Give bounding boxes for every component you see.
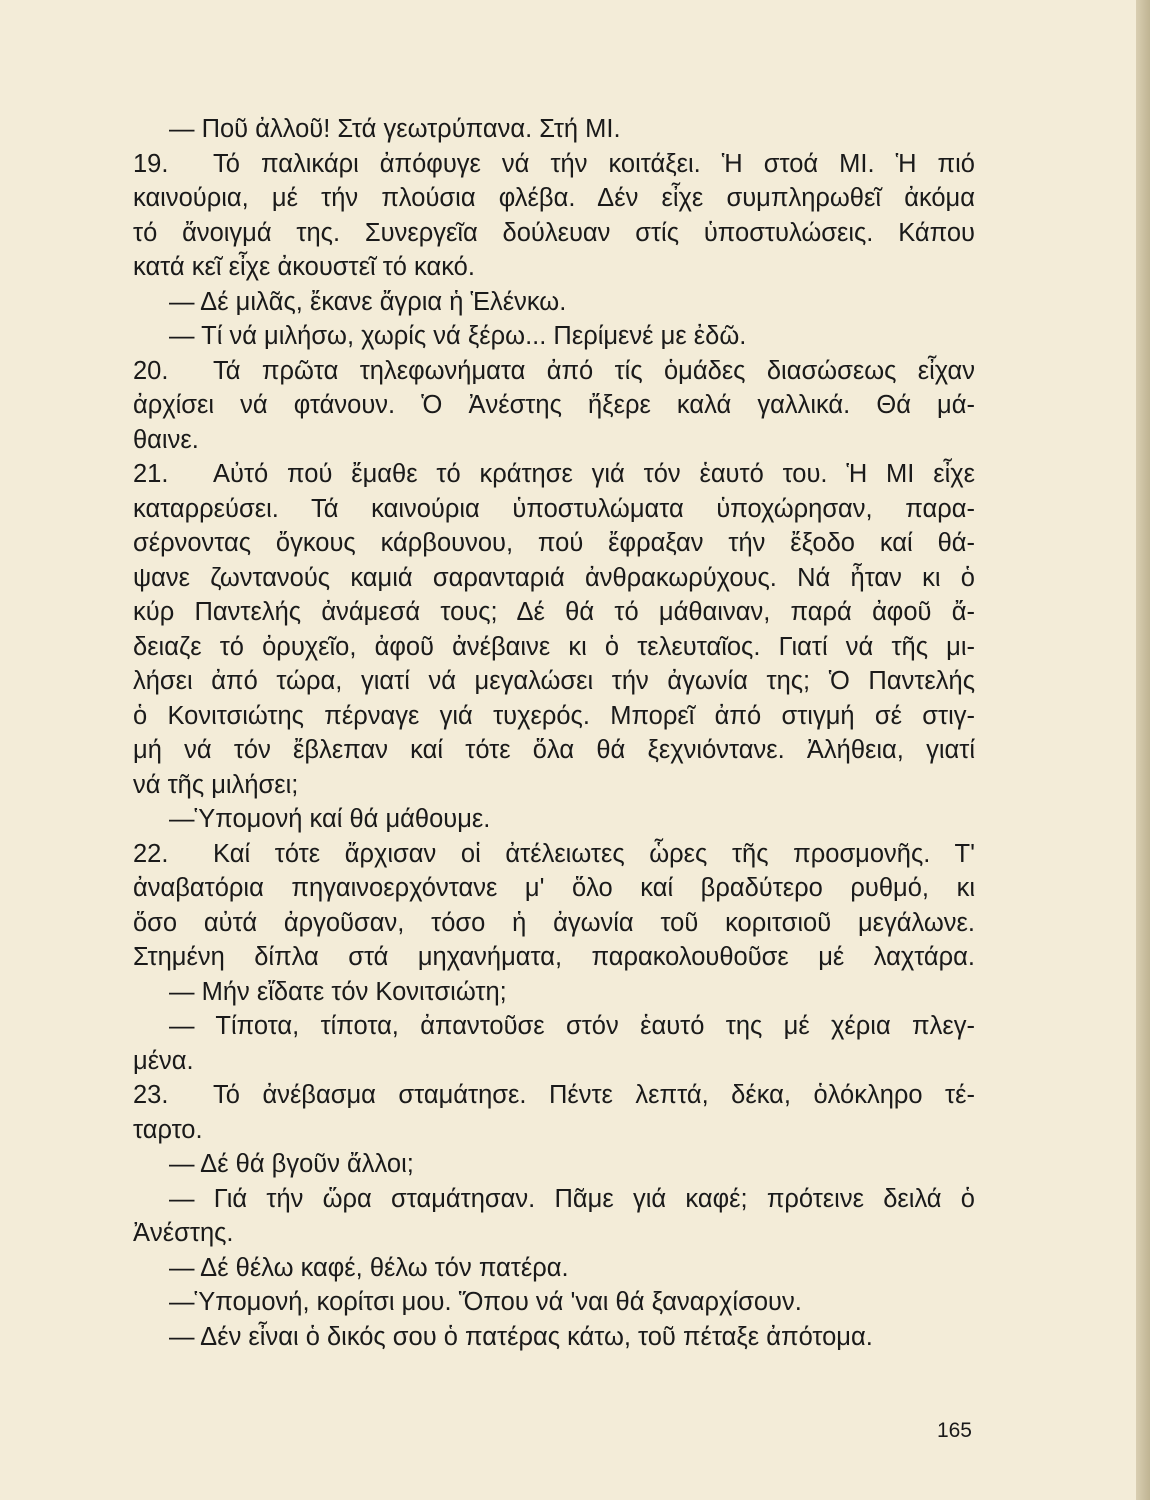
text-line: ὅσο αὐτά ἀργοῦσαν, τόσο ἡ ἀγωνία τοῦ κοριτσιοῦ μεγάλωνε.	[133, 908, 975, 937]
section-number: 20.	[133, 356, 169, 385]
text-line: κατά κεῖ εἶχε ἀκουστεῖ τό κακό.	[133, 253, 475, 281]
text-line: καινούρια, μέ τήν πλούσια φλέβα. Δέν εἶχε συμπληρωθεῖ ἀκόμα	[133, 184, 975, 212]
text-line: ταρτο.	[133, 1115, 203, 1144]
text-line: — Δέ μιλᾶς, ἔκανε ἄγρια ἡ Ἑλένκω.	[169, 287, 567, 316]
text-line: θαινε.	[133, 425, 199, 454]
text-line: μένα.	[133, 1046, 194, 1075]
text-line: τό ἄνοιγμά της. Συνεργεῖα δούλευαν στίς ὑποστυλώσεις. Κάπου	[133, 218, 975, 247]
text-line: ὁ Κονιτσιώτης πέρναγε γιά τυχερός. Μπορεῖ ἀπό στιγμή σέ στιγ-	[133, 701, 975, 730]
text-line: Ἀνέστης.	[133, 1219, 234, 1247]
text-line-content: Τά πρῶτα τηλεφωνήματα ἀπό τίς ὁμάδες διασώσεως εἶχαν	[213, 356, 975, 385]
page-edge	[1136, 0, 1150, 1500]
text-line: —Ὑπομονή καί θά μάθουμε.	[169, 805, 491, 833]
text-line: κύρ Παντελής ἀνάμεσά τους; Δέ θά τό μάθαιναν, παρά ἀφοῦ ἄ-	[133, 598, 975, 626]
section-number: 19.	[133, 149, 169, 178]
text-line-content: Αὐτό πού ἔμαθε τό κράτησε γιά τόν ἑαυτό του. Ἡ ΜΙ εἶχε	[213, 460, 975, 488]
section-number: 23.	[133, 1081, 169, 1109]
text-line: — Μήν εἴδατε τόν Κονιτσιώτη;	[169, 977, 507, 1006]
text-line-content: Τό ἀνέβασμα σταμάτησε. Πέντε λεπτά, δέκα, ὁλόκληρο τέ-	[213, 1081, 975, 1109]
text-line: — Δέν εἶναι ὁ δικός σου ὁ πατέρας κάτω, τοῦ πέταξε ἀπότομα.	[169, 1322, 873, 1351]
text-line: λήσει ἀπό τώρα, γιατί νά μεγαλώσει τήν ἀγωνία της; Ὁ Παντελής	[133, 667, 975, 695]
body-text	[133, 112, 975, 1354]
text-line-content: Καί τότε ἄρχισαν οἱ ἀτέλειωτες ὧρες τῆς προσμονῆς. Τ'	[213, 839, 975, 868]
text-line: — Τί νά μιλήσω, χωρίς νά ξέρω... Περίμενέ με ἐδῶ.	[169, 322, 747, 350]
text-line	[133, 147, 975, 182]
text-line: μή νά τόν ἔβλεπαν καί τότε ὅλα θά ξεχνιόντανε. Ἀλήθεια, γιατί	[133, 736, 975, 764]
text-line: ἀρχίσει νά φτάνουν. Ὁ Ἀνέστης ἤξερε καλά γαλλικά. Θά μά-	[133, 391, 975, 419]
section-number: 21.	[133, 460, 169, 488]
text-line: —Ὑπομονή, κορίτσι μου. Ὅπου νά 'ναι θά ξαναρχίσουν.	[169, 1288, 802, 1316]
text-line-content: Τό παλικάρι ἀπόφυγε νά τήν κοιτάξει. Ἡ στοά ΜΙ. Ἡ πιό	[213, 149, 975, 178]
text-line: — Ποῦ ἀλλοῦ! Στά γεωτρύπανα. Στή ΜΙ.	[169, 115, 621, 143]
text-line: ἀναβατόρια πηγαινοερχόντανε μ' ὅλο καί βραδύτερο ρυθμό, κι	[133, 874, 975, 902]
text-line: Στημένη δίπλα στά μηχανήματα, παρακολουθοῦσε μέ λαχτάρα.	[133, 943, 975, 971]
text-line	[133, 457, 975, 492]
text-line: — Δέ θά βγοῦν ἄλλοι;	[169, 1150, 414, 1178]
text-line: δειαζε τό ὀρυχεῖο, ἀφοῦ ἀνέβαινε κι ὁ τελευταῖος. Γιατί νά τῆς μι-	[133, 632, 975, 661]
text-line: ψανε ζωντανούς καμιά σαρανταριά ἀνθρακωρύχους. Νά ἦταν κι ὁ	[133, 563, 975, 592]
text-line: νά τῆς μιλήσει;	[133, 770, 299, 799]
text-line: σέρνοντας ὄγκους κάρβουνου, πού ἔφραξαν τήν ἔξοδο καί θά-	[133, 529, 975, 557]
text-line	[133, 837, 975, 872]
section-number: 22.	[133, 839, 169, 868]
text-line: καταρρεύσει. Τά καινούρια ὑποστυλώματα ὑποχώρησαν, παρα-	[133, 494, 975, 523]
text-line: — Γιά τήν ὥρα σταμάτησαν. Πᾶμε γιά καφέ; πρότεινε δειλά ὁ	[169, 1184, 975, 1213]
text-line	[133, 1078, 975, 1113]
text-line: — Δέ θέλω καφέ, θέλω τόν πατέρα.	[169, 1253, 569, 1282]
text-line	[133, 354, 975, 389]
text-line: — Τίποτα, τίποτα, ἀπαντοῦσε στόν ἑαυτό της μέ χέρια πλεγ-	[169, 1012, 975, 1040]
page-number: 165	[936, 1419, 972, 1442]
